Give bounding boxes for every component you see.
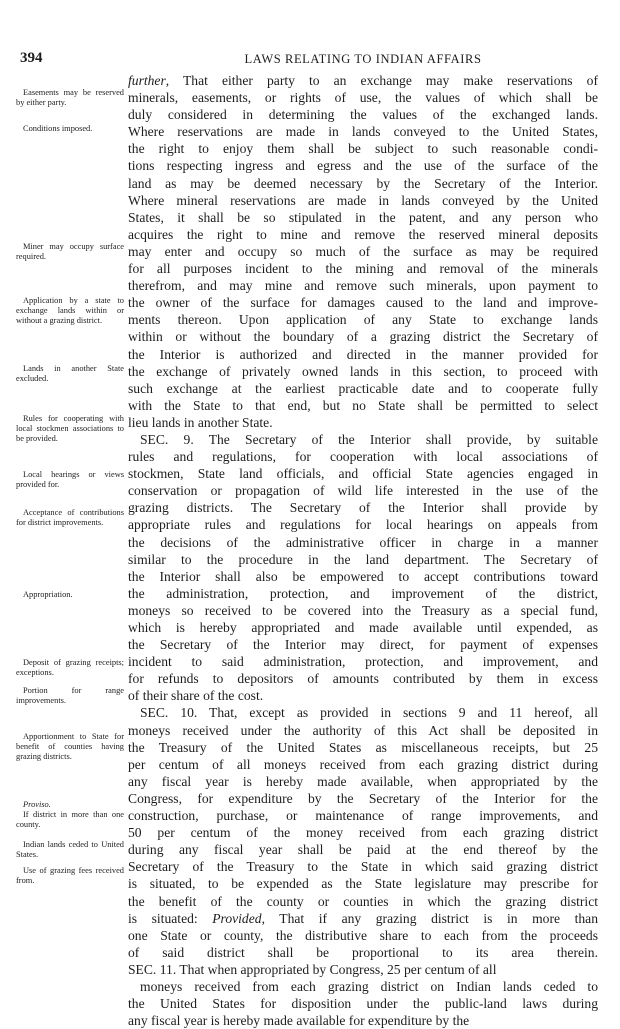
margin-note: Application by a state to exchange lands within or without a grazing district. <box>16 296 124 325</box>
proviso-note <box>16 800 124 830</box>
text-line: appropriate rules and regulations for local hearings on appeals from <box>128 517 598 533</box>
statute-text <box>128 72 598 1029</box>
margin-note: Easements may be reserved by either party. <box>16 88 124 107</box>
text-line: lieu lands in another State. <box>128 414 273 430</box>
margin-note: Indian lands ceded to United States. <box>16 840 124 859</box>
text-line: SEC. 10. That, except as provided in sections 9 and 11 hereof, all <box>140 705 598 721</box>
text-line: Congress, for expenditure by the Secretary of the Interior for the <box>128 790 598 806</box>
text-line: Where mineral reservations are made in lands conveyed by the United <box>128 192 598 208</box>
margin-note: If district in more than one county. <box>16 810 124 829</box>
text-line: minerals, easements, or rights of use, the values of which shall be <box>128 90 598 106</box>
text-line: is situated, to be expended as the State legislature may prescribe for <box>128 876 598 892</box>
text-line: moneys received under the authority of this Act shall be deposited in <box>128 722 598 738</box>
text-line: acquires the right to mine and remove the reserved mineral deposits <box>128 226 598 242</box>
text-line: for refunds to depositors of amounts contributed by them in excess <box>128 671 598 687</box>
running-head: LAWS RELATING TO INDIAN AFFAIRS <box>244 52 482 66</box>
text-line: the exchange of privately owned lands in this section, to proceed with <box>128 363 598 379</box>
margin-note: Conditions imposed. <box>23 124 93 133</box>
text-line: further, That either party to an exchange may make reservations of <box>128 73 598 88</box>
text-line: the Treasury of the United States as miscellaneous receipts, but 25 <box>128 739 598 755</box>
text-line: the owner of the surface for damages caused to the land and improve- <box>128 295 598 311</box>
text-line: SEC. 9. The Secretary of the Interior shall provide, by suitable <box>140 431 598 447</box>
margin-note: Miner may occupy surface required. <box>16 242 124 261</box>
text-line: any fiscal year is hereby made available for expenditure by the <box>128 1013 470 1029</box>
text-line: tions respecting ingress and egress and the use of the surface of the <box>128 158 598 174</box>
margin-note: Portion for range improvements. <box>16 686 124 705</box>
text-line: incident to said administration, protection, and improvement, and <box>128 654 598 670</box>
text-line: similar to the procedure in the land department. The Secretary of <box>128 551 598 567</box>
margin-note: Use of grazing fees received from. <box>16 866 124 885</box>
text-line: the right to enjoy them shall be subject to such reasonable condi- <box>128 141 598 157</box>
text-line: is situated: Provided, That if any grazing district is in more than <box>128 910 598 926</box>
text-line: of said district shall be proportional to its area therein. <box>128 944 598 960</box>
text-line: stockmen, State land officials, and official State agencies engaged in <box>128 466 598 482</box>
text-line: the Secretary of the Interior may direct, for payment of expenses <box>128 637 598 653</box>
text-line: any fiscal year is hereby made available, when appropriated by the <box>128 773 598 789</box>
text-line: moneys received from each grazing district on Indian lands ceded to <box>140 978 598 994</box>
text-line: within or without the boundary of a grazing district the Secretary of <box>128 329 598 345</box>
text-line: which is hereby appropriated and made available until expended, as <box>128 620 598 635</box>
page-number: 394 <box>20 50 43 66</box>
text-line: may enter and occupy so much of the surface as may be required <box>128 243 598 259</box>
text-line: during any fiscal year shall be paid at the end thereof by the <box>128 842 598 858</box>
text-line: the administration, protection, and improvement of the district, <box>128 585 598 601</box>
text-line: of their share of the cost. <box>128 688 264 704</box>
margin-note: Local hearings or views provided for. <box>16 470 124 489</box>
text-line: the decisions of the administrative officer in charge in a manner <box>128 534 598 550</box>
text-line: the Interior is authorized and directed in the manner provided for <box>128 346 598 362</box>
text-line: Where reservations are made in lands conveyed to the United States, <box>128 124 598 140</box>
proviso-label: Proviso. <box>23 800 51 809</box>
text-line: per centum of all moneys received from each grazing district during <box>128 756 598 772</box>
text-line: 50 per centum of the money received from each grazing district <box>128 825 598 841</box>
text-line: with the State to that end, but no State shall be permitted to select <box>128 397 598 413</box>
text-line: one State or county, the distributive share to each from the proceeds <box>128 927 598 943</box>
text-line: SEC. 11. That when appropriated by Congress, 25 per centum of all <box>128 961 497 977</box>
text-line: construction, purchase, or maintenance of range improvements, and <box>128 808 598 824</box>
text-line: the Interior shall also be empowered to accept contributions toward <box>128 568 598 584</box>
text-line: duly considered in determining the values of the exchanged lands. <box>128 107 598 123</box>
text-line: therefrom, and may mine and remove such minerals, upon payment to <box>128 278 598 294</box>
text-line: rules and regulations, for cooperation with local associations of <box>128 449 598 465</box>
margin-note: Lands in another State excluded. <box>16 364 124 383</box>
margin-note: Deposit of grazing receipts; exceptions. <box>16 658 124 677</box>
text-line: such exchange at the earliest practicable date and to cooperate fully <box>128 380 598 396</box>
text-line: moneys so received to be covered into the Treasury as a special fund, <box>128 602 598 618</box>
text-line: the benefit of the county or counties in which the grazing district <box>128 893 598 909</box>
text-line: conservation or propagation of wild life interested in the use of the <box>128 483 598 499</box>
margin-note: Apportionment to State for benefit of counties having grazing districts. <box>16 732 124 761</box>
text-line: Secretary of the Treasury to the State in which said grazing district <box>128 859 598 875</box>
text-line: grazing districts. The Secretary of the Interior shall provide by <box>128 500 598 516</box>
margin-note: Rules for cooperating with local stockmen associations to be provided. <box>16 414 124 443</box>
margin-note: Acceptance of contributions for district improvements. <box>16 508 124 527</box>
text-line: the United States for disposition under the public-land laws during <box>128 996 598 1012</box>
text-line: ments thereon. Upon application of any State to exchange lands <box>128 312 598 328</box>
text-line: for all purposes incident to the mining and removal of the minerals <box>128 261 598 277</box>
text-line: States, it shall be so stipulated in the patent, and any person who <box>128 209 598 225</box>
text-line: land as may be deemed necessary by the Secretary of the Interior. <box>128 175 598 191</box>
margin-note: Appropriation. <box>23 590 73 599</box>
margin-notes <box>0 0 128 904</box>
